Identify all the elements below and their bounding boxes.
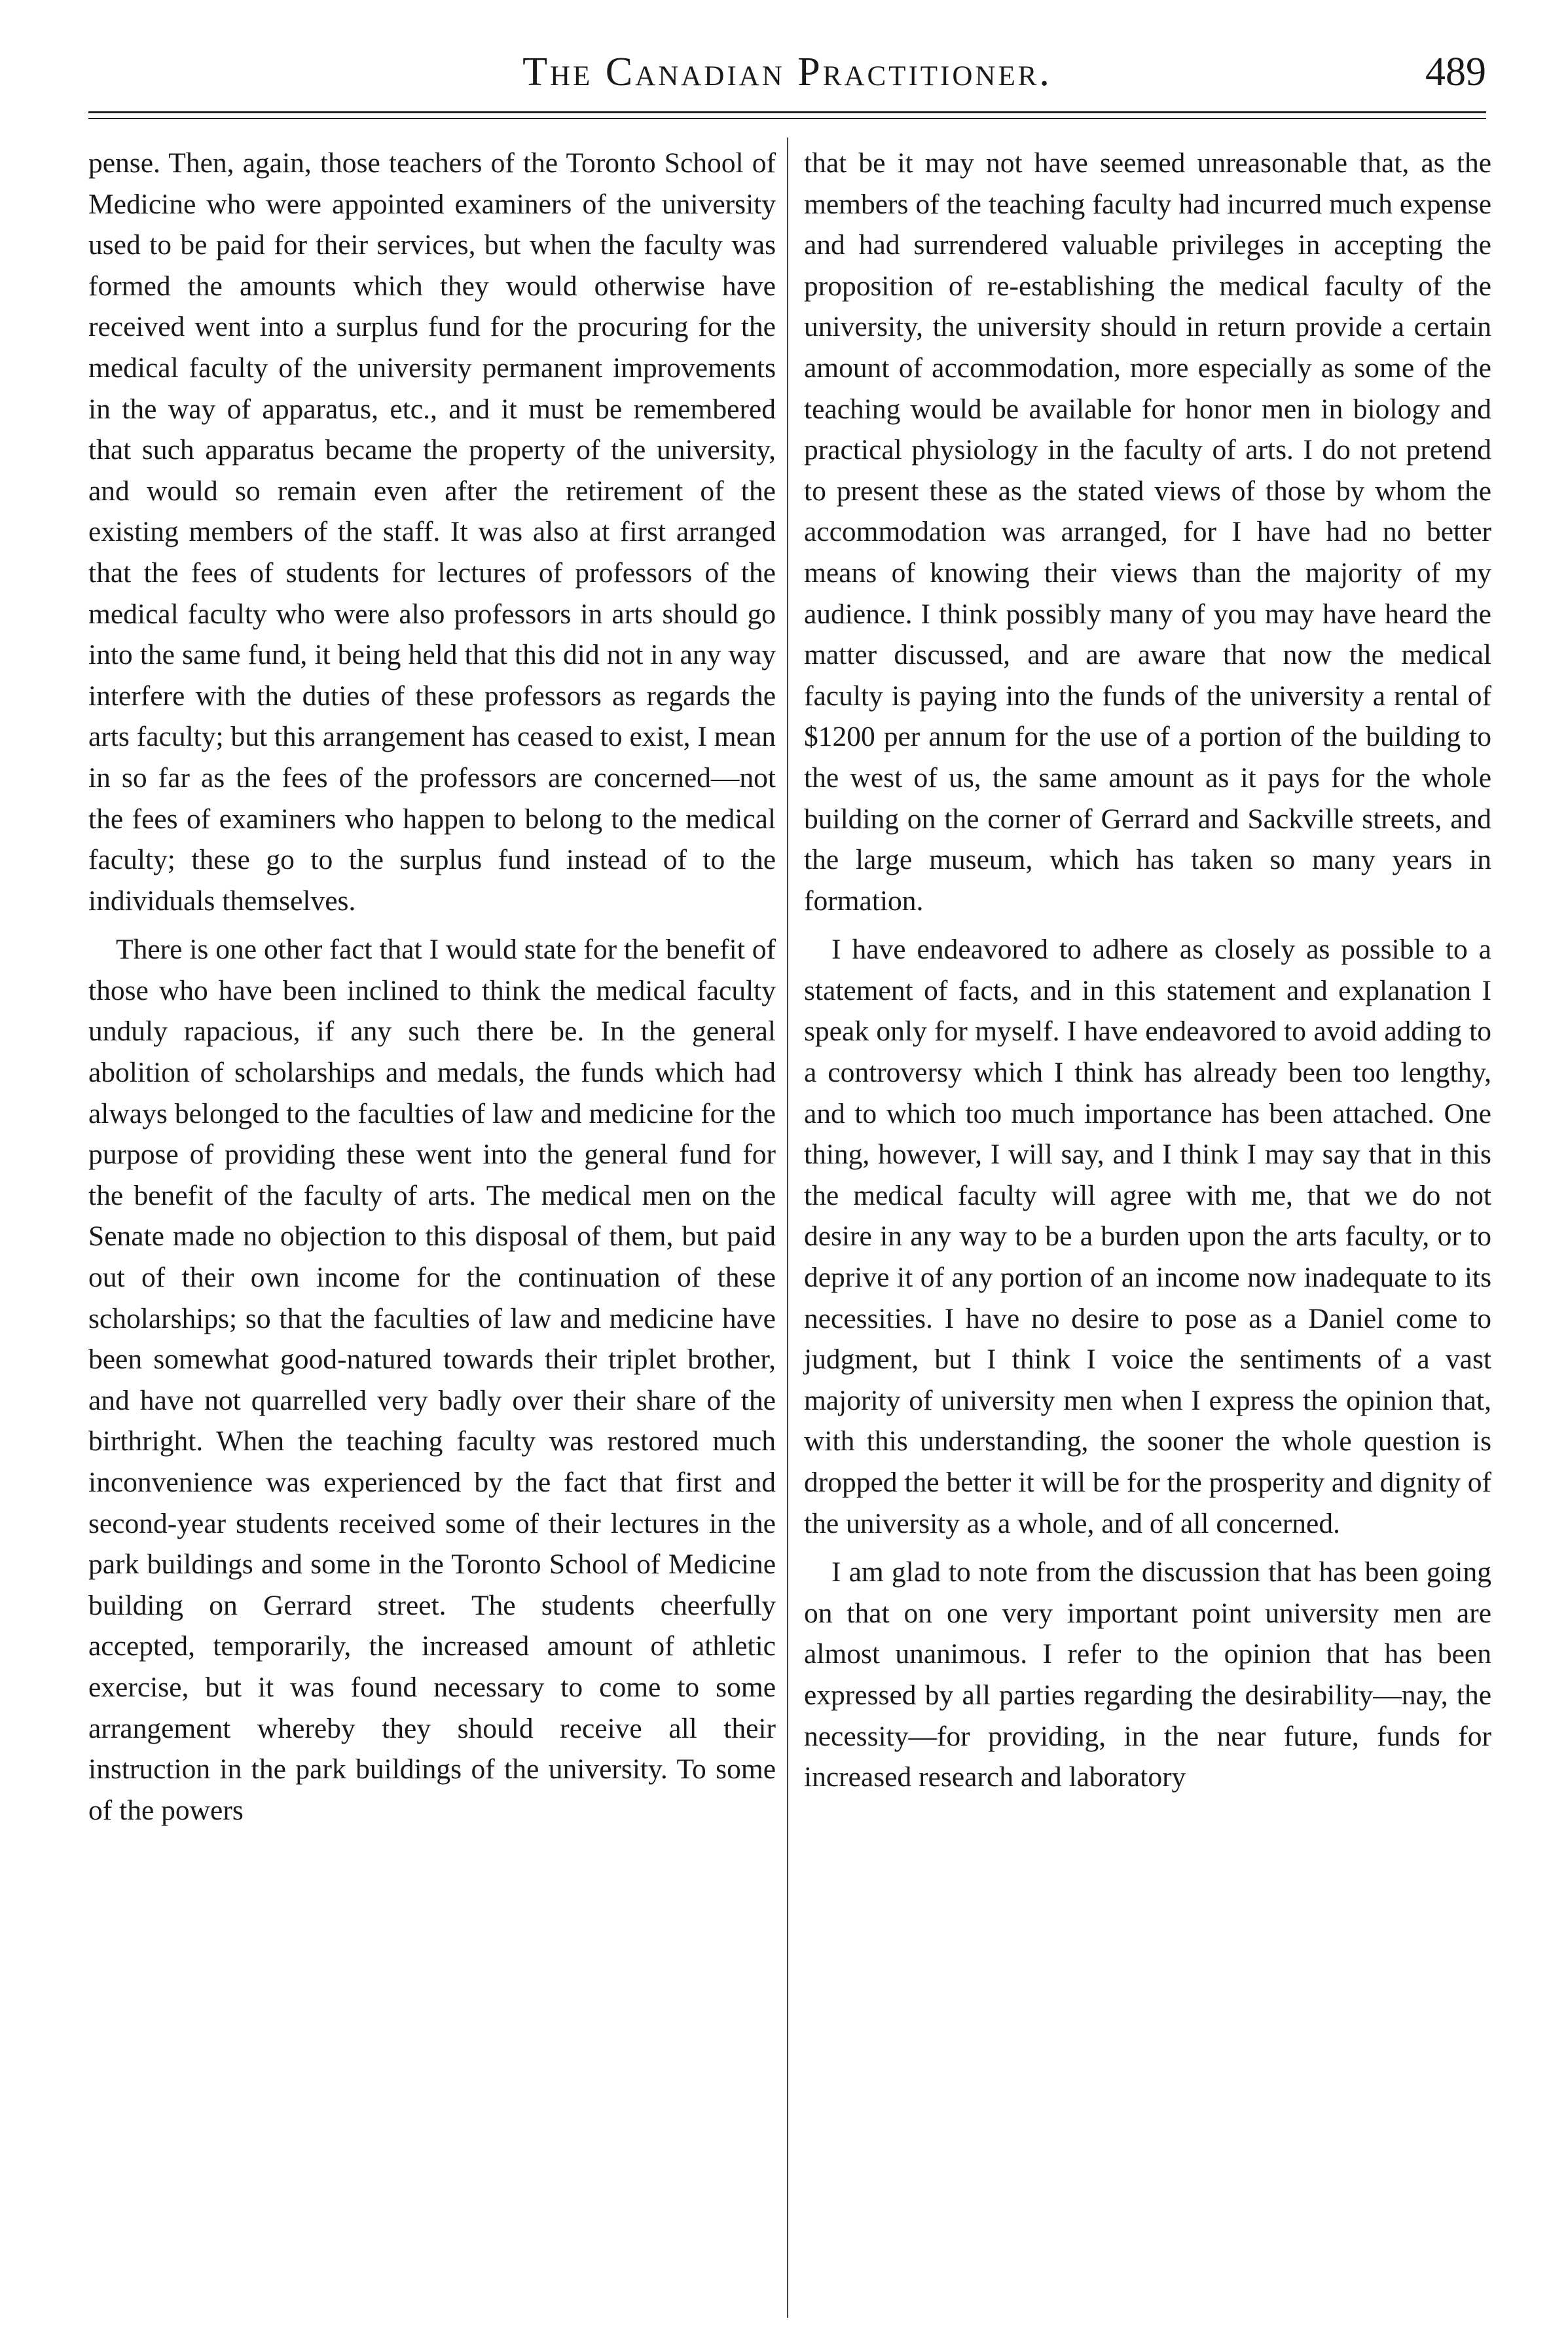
paragraph: pense. Then, again, those teachers of the Toronto School of Medicine who were appointed examiners of the university used to be paid for their services, but when the faculty was formed the amounts which they would otherwise have received went into a surplus fund for the procuring for the medical faculty of the university permanent improvements in the way of apparatus, etc., and it must be remembered that such apparatus became the property of the university, and would so remain even after the retirement of the existing members of the staff. It was also at first arranged that the fees of students for lectures of professors of the medical faculty who were also professors in arts should go into the same fund, it being held that this did not in any way interfere with the duties of these professors as regards the arts faculty; but this arrangement has ceased to exist, I mean in so far as the fees of the professors are concerned—not the fees of examiners who happen to belong to the medical faculty; these go to the surplus fund instead of to the individuals themselves. — [88, 147, 776, 917]
right-column — [804, 143, 1491, 1798]
page-number: 489 — [1425, 50, 1486, 94]
left-column — [88, 143, 776, 1831]
header-rule — [88, 111, 1486, 113]
column-divider — [787, 137, 788, 2318]
paragraph: There is one other fact that I would state for the benefit of those who have been inclined to think the medical faculty unduly rapacious, if any such there be. In the general abolition of scholarships and medals, the funds which had always belonged to the faculties of law and medicine for the purpose of providing these went into the general fund for the benefit of the faculty of arts. The medical men on the Senate made no objection to this disposal of them, but paid out of their own income for the continuation of these scholarships; so that the faculties of law and medicine have been somewhat good-natured towards their triplet brother, and have not quarrelled very badly over their share of the birthright. When the teaching faculty was restored much inconvenience was experienced by the fact that first and second-year students received some of their lectures in the park buildings and some in the Toronto School of Medicine building on Gerrard street. The students cheerfully accepted, temporarily, the increased amount of athletic exercise, but it was found necessary to come to some arrangement whereby they should receive all their instruction in the park buildings of the university. To some of the powers — [88, 934, 776, 1826]
header-rule-thin — [88, 118, 1486, 119]
paragraph: I am glad to note from the discussion that has been going on that on one very important point university men are almost unanimous. I refer to the opinion that has been expressed by all parties regarding the desirability—nay, the necessity—for providing, in the near future, funds for increased research and laboratory — [804, 1556, 1491, 1793]
paragraph: that be it may not have seemed unreasonable that, as the members of the teaching faculty had incurred much expense and had surrendered valuable privileges in accepting the proposition of re-establishing the medical faculty of the university, the university should in return provide a certain amount of accommodation, more especially as some of the teaching would be available for honor men in biology and practical physiology in the faculty of arts. I do not pretend to present these as the stated views of those by whom the accommodation was arranged, for I have had no better means of knowing their views than the majority of my audience. I think possibly many of you may have heard the matter discussed, and are aware that now the medical faculty is paying into the funds of the university a rental of $1200 per annum for the use of a portion of the building to the west of us, the same amount as it pays for the whole building on the corner of Gerrard and Sackville streets, and the large museum, which has taken so many years in formation. — [804, 147, 1491, 917]
paragraph: I have endeavored to adhere as closely as possible to a statement of facts, and in this statement and explanation I speak only for myself. I have endeavored to avoid adding to a controversy which I think has already been too lengthy, and to which too much importance has been attached. One thing, however, I will say, and I think I may say that in this the medical faculty will agree with me, that we do not desire in any way to be a burden upon the arts faculty, or to deprive it of any portion of an income now inadequate to its necessities. I have no desire to pose as a Daniel come to judgment, but I think I voice the sentiments of a vast majority of university men when I express the opinion that, with this understanding, the sooner the whole question is dropped the better it will be for the prosperity and dignity of the university as a whole, and of all concerned. — [804, 934, 1491, 1539]
journal-title: The Canadian Practitioner. — [522, 50, 1052, 94]
running-header — [88, 38, 1486, 110]
